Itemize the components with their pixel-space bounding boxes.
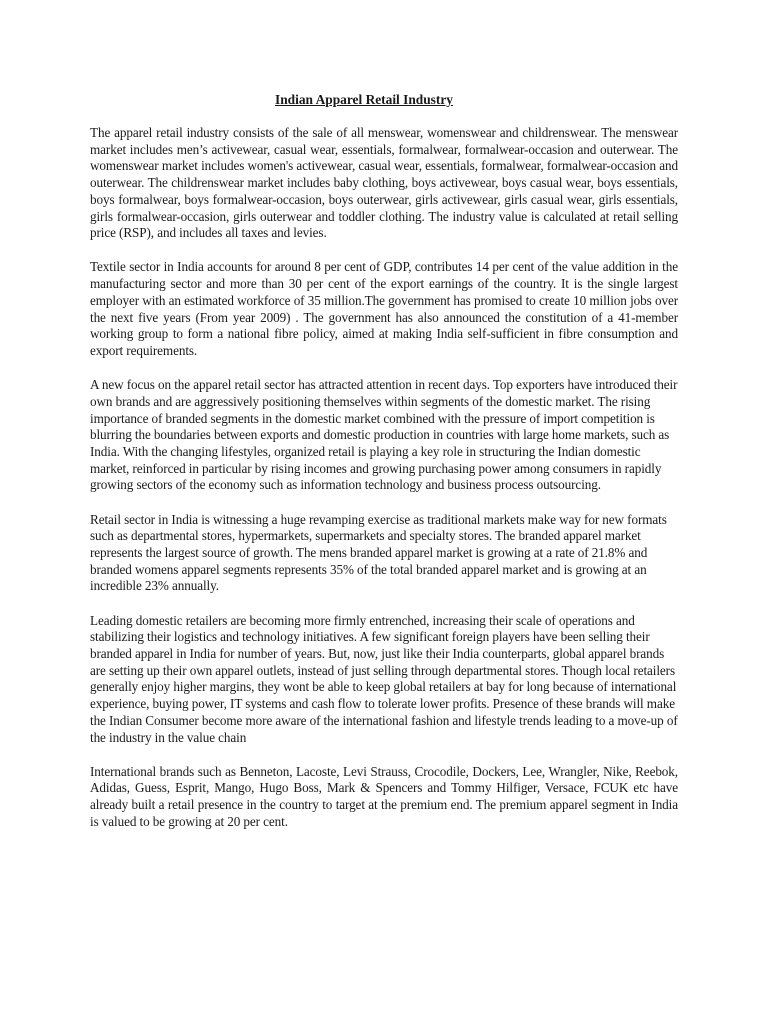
paragraph-retail-revamp: Retail sector in India is witnessing a huge revamping exercise as traditional markets make way for new formats such as departmental stores, hypermarkets, supermarkets and specialty stores. The branded apparel market represents the largest source of growth. The mens branded apparel market is growing at a rate of 21.8% and branded womens apparel segments represents 35% of the total branded apparel market and is growing at an incredible 23% annually. [90, 511, 667, 594]
paragraph-domestic-retailers: Leading domestic retailers are becoming more firmly entrenched, increasing their scale of operations and stabilizing their logistics and technology initiatives. A few significant foreign players have been selling their branded apparel in India for number of years. But, now, just like their India counterparts, global apparel brands are setting up their own apparel outlets, instead of just selling through departmental stores. Though local retailers generally enjoy higher margins, they wont be able to keep global retailers at bay for long because of international experience, buying power, IT systems and cash flow to tolerate lower profits. Presence of these brands will make the Indian Consumer become more aware of the international fashion and lifestyle trends leading to a move-up of the industry in the value chain [90, 612, 678, 745]
paragraph-apparel-overview: The apparel retail industry consists of the sale of all menswear, womenswear and childrenswear. The menswear market includes men’s activewear, casual wear, essentials, formalwear, formalwear-occasion and outerwear. The womenswear market includes women's activewear, casual wear, essentials, formalwear, formalwear-occasion and outerwear. The childrenswear market includes baby clothing, boys activewear, boys casual wear, boys essentials, boys formalwear, boys formalwear-occasion, boys outerwear, girls activewear, girls casual wear, girls essentials, girls formalwear-occasion, girls outerwear and toddler clothing. The industry value is calculated at retail selling price (RSP), and includes all taxes and levies. [90, 125, 678, 241]
paragraph-new-focus: A new focus on the apparel retail sector has attracted attention in recent days. Top exporters have introduced their own brands and are aggressively positioning themselves within segments of the domestic market. The rising importance of branded segments in the domestic market combined with the pressure of import competition is blurring the boundaries between exports and domestic production in countries with large home markets, such as India. With the changing lifestyles, organized retail is playing a key role in structuring the Indian domestic market, reinforced in particular by rising incomes and growing purchasing power among consumers in rapidly growing sectors of the economy such as information technology and business process outsourcing. [90, 377, 678, 493]
page-title: Indian Apparel Retail Industry [275, 92, 453, 107]
paragraph-textile-sector: Textile sector in India accounts for around 8 per cent of GDP, contributes 14 per cent of the value addition in the manufacturing sector and more than 30 per cent of the export earnings of the country. It is the single largest employer with an estimated workforce of 35 million.The government has promised to create 10 million jobs over the next five years (From year 2009) . The government has also announced the constitution of a 41-member working group to form a national fibre policy, aimed at making India self-sufficient in fibre consumption and export requirements. [90, 259, 678, 358]
paragraph-international-brands: International brands such as Benneton, Lacoste, Levi Strauss, Crocodile, Dockers, Lee, Wrangler, Nike, Reebok, Adidas, Guess, Esprit, Mango, Hugo Boss, Mark & Spencers and Tommy Hilfiger, Versace, FCUK etc have already built a retail presence in the country to target at the premium end. The premium apparel segment in India is valued to be growing at 20 per cent. [90, 763, 678, 829]
document-body [90, 125, 678, 848]
